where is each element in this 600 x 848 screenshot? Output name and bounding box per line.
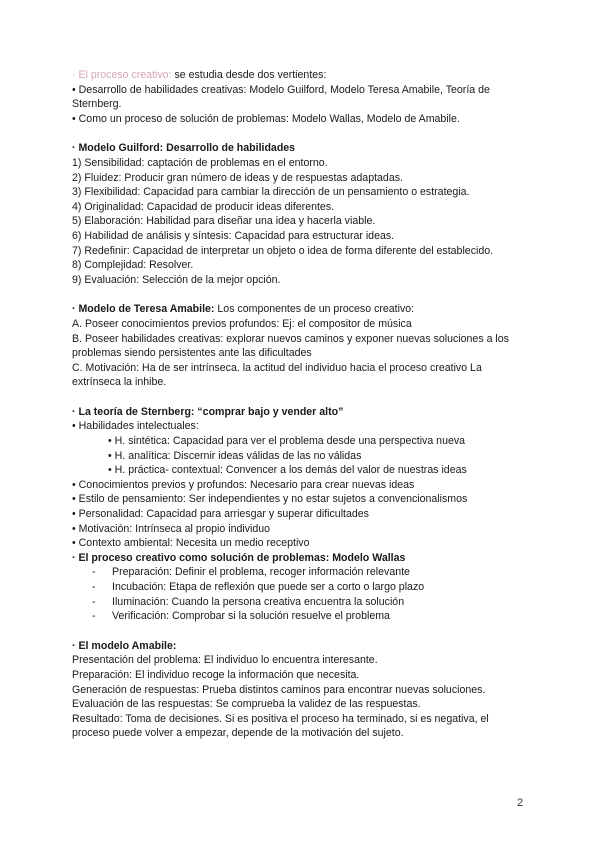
list-item: A. Poseer conocimientos previos profundos: Ej: el compositor de música — [72, 317, 412, 330]
list-item: • Desarrollo de habilidades creativas: Modelo Guilford, Modelo Teresa Amabile, Teoría de Sternberg. — [72, 83, 490, 111]
amabile-heading: · Modelo de Teresa Amabile: — [72, 303, 215, 316]
dash-mark: - — [92, 581, 96, 593]
dash-list-text: Incubación: Etapa de reflexión que puede ser a corto o largo plazo — [112, 581, 425, 593]
dash-list-item — [72, 595, 520, 610]
creative-process-label: · El proceso creativo: — [72, 69, 172, 81]
dash-mark: - — [92, 595, 96, 608]
list-item: 6) Habilidad de análisis y síntesis: Capacidad para estructurar ideas. — [72, 229, 395, 242]
creative-process-rest: se estudia desde dos vertientes: — [171, 69, 327, 81]
list-item: 7) Redefinir: Capacidad de interpretar un objeto o idea de forma diferente del establecido. — [72, 244, 494, 257]
list-item: • Conocimientos previos y profundos: Necesario para crear nuevas ideas — [72, 478, 415, 491]
list-item: • Como un proceso de solución de problemas: Modelo Wallas, Modelo de Amabile. — [72, 112, 460, 125]
page-number: 2 — [517, 797, 524, 809]
list-item: C. Motivación: Ha de ser intrínseca. la actitud del individuo hacia el proceso creativo La extrínseca la inhibe. — [72, 361, 482, 389]
list-item: • Habilidades intelectuales: — [72, 420, 199, 433]
dash-mark: - — [92, 566, 96, 579]
list-item: • Personalidad: Capacidad para arriesgar y superar dificultades — [72, 508, 369, 521]
list-item: Presentación del problema: El individuo lo encuentra interesante. — [72, 654, 378, 667]
list-item: 4) Originalidad: Capacidad de producir ideas diferentes. — [72, 200, 335, 213]
dash-list-text: Preparación: Definir el problema, recoger información relevante — [112, 566, 410, 579]
list-item: • Contexto ambiental: Necesita un medio receptivo — [72, 537, 310, 550]
sub-list-item: • H. sintética: Capacidad para ver el problema desde una perspectiva nueva — [108, 435, 466, 448]
amabile-heading-line — [72, 302, 520, 317]
list-item: • Estilo de pensamiento: Ser independientes y no estar sujetos a convencionalismos — [72, 493, 468, 506]
list-item: 9) Evaluación: Selección de la mejor opción. — [72, 273, 281, 286]
list-item: Resultado: Toma de decisiones. Si es positiva el proceso ha terminado, si es negativa, el proceso puede volver a empezar, depende de la motivación del sujeto. — [72, 712, 489, 740]
document-page — [72, 68, 520, 741]
list-item: Generación de respuestas: Prueba distintos caminos para encontrar nuevas soluciones. — [72, 683, 486, 696]
sub-list-item: • H. analítica: Discernir ideas válidas de las no válidas — [108, 449, 362, 462]
sternberg-heading: · La teoría de Sternberg: “comprar bajo y vender alto” — [72, 405, 344, 418]
dash-list-text: Verificación: Comprobar si la solución resuelve el problema — [112, 610, 390, 623]
list-item: Evaluación de las respuestas: Se comprueba la validez de las respuestas. — [72, 698, 421, 711]
dash-list-item — [72, 609, 520, 624]
list-item: 2) Fluidez: Producir gran número de ideas y de respuestas adaptadas. — [72, 171, 403, 184]
list-item: 3) Flexibilidad: Capacidad para cambiar la dirección de un pensamiento o estrategia. — [72, 186, 470, 199]
sub-list-item: • H. práctica- contextual: Convencer a los demás del valor de nuestras ideas — [108, 464, 467, 477]
guilford-heading: · Modelo Guilford: Desarrollo de habilidades — [72, 142, 296, 155]
amabile-heading-rest: Los componentes de un proceso creativo: — [214, 303, 415, 316]
list-item: B. Poseer habilidades creativas: explorar nuevos caminos y exponer nuevas soluciones a los problemas siendo persistentes ante las dificultades — [72, 332, 509, 360]
amabile-model-heading: · El modelo Amabile: — [72, 639, 177, 652]
dash-list-item — [72, 580, 520, 595]
list-item: Preparación: El individuo recoge la información que necesita. — [72, 668, 360, 681]
list-item: 8) Complejidad: Resolver. — [72, 259, 194, 272]
list-item: • Motivación: Intrínseca al propio individuo — [72, 522, 271, 535]
dash-mark: - — [92, 610, 96, 623]
list-item: 5) Elaboración: Habilidad para diseñar una idea y hacerla viable. — [72, 215, 376, 228]
dash-list-text: Iluminación: Cuando la persona creativa encuentra la solución — [112, 595, 405, 608]
section-creative-process-heading — [72, 68, 520, 83]
wallas-heading: · El proceso creativo como solución de problemas: Modelo Wallas — [72, 551, 406, 564]
list-item: 1) Sensibilidad: captación de problemas en el entorno. — [72, 156, 328, 169]
dash-list-item — [72, 565, 520, 580]
